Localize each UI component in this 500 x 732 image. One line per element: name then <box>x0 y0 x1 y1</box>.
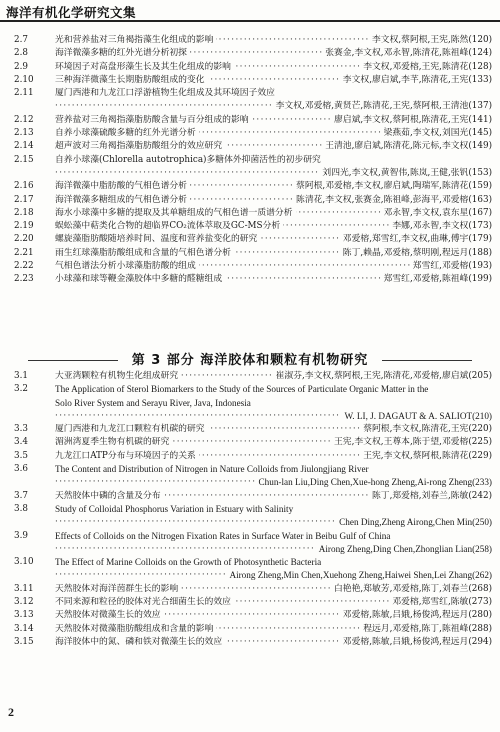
toc-entry-authors: 郑雪红,邓爱榕,陈祖峰(199) <box>381 273 492 286</box>
toc-entry-line <box>0 247 500 260</box>
header-rule <box>0 20 500 22</box>
toc-entry[interactable] <box>0 463 500 490</box>
toc-entry[interactable] <box>0 423 500 436</box>
part2-toc <box>0 34 500 287</box>
toc-entry-line <box>0 450 500 463</box>
toc-entry-authors: 郑雪红,邓爱榕(193) <box>410 260 492 273</box>
toc-entry-title: 九龙江口ATP分布与环境因子的关系 <box>55 450 199 463</box>
toc-entry-authors: 蔡阿根,邓爱榕,李文权,廖启斌,陶瑞军,陈清花(159) <box>293 180 492 193</box>
toc-entry[interactable] <box>0 450 500 463</box>
toc-entry[interactable] <box>0 233 500 246</box>
toc-entry[interactable] <box>0 87 500 114</box>
toc-entry[interactable] <box>0 180 500 193</box>
toc-entry-number: 3.6 <box>14 464 28 475</box>
toc-entry-line <box>0 623 500 636</box>
toc-entry-title: 厦门西港和九龙江口浮游植物生化组成及其环境因子效应 <box>55 88 275 99</box>
toc-entry-number: 3.8 <box>14 503 28 514</box>
toc-entry-authors: 廖启斌,李文权,蔡阿根,陈清花,王宪(141) <box>331 114 492 127</box>
toc-entry-line <box>0 423 500 436</box>
toc-entry-line <box>0 436 500 449</box>
toc-entry-number: 2.12 <box>14 114 34 125</box>
toc-entry-number: 2.11 <box>14 88 34 99</box>
toc-entry-title: Effects of Colloids on the Nitrogen Fixation Rates in Surface Water in Beibu Gulf of China <box>55 530 391 541</box>
toc-entry-line <box>0 273 500 286</box>
toc-entry[interactable] <box>0 220 500 233</box>
toc-entry-line <box>0 207 500 220</box>
page-number: 2 <box>8 705 14 719</box>
toc-entry-authors: Airong Zheng,Min Chen,Xuehong Zheng,Haiwei Shen,Lei Zhang(262) <box>226 569 492 582</box>
toc-entry-title: 海水小球藻中多糖的提取及其单糖组成的气相色谱一质谱分析 <box>55 207 296 220</box>
toc-entry-authors: Chen Ding,Zheng Airong,Chen Min(250) <box>336 516 492 529</box>
toc-entry-number: 3.5 <box>14 450 28 461</box>
toc-entry-line <box>0 503 500 516</box>
toc-entry-title: 海洋微藻中脂肪酸的气相色谱分析 <box>55 180 190 193</box>
toc-entry-number: 2.8 <box>14 48 28 59</box>
toc-entry[interactable] <box>0 194 500 207</box>
toc-entry[interactable] <box>0 383 500 423</box>
toc-entry-title: 海洋微藻多糖组成的气相色谱分析 <box>55 194 190 207</box>
toc-entry-line <box>0 194 500 207</box>
toc-entry-authors: Chun-lan Liu,Ding Chen,Xue-hong Zheng,Ai-rong Zheng(233) <box>256 476 492 489</box>
toc-entry[interactable] <box>0 556 500 583</box>
toc-entry[interactable] <box>0 596 500 609</box>
toc-entry-title: 海洋微藻多糖的红外光谱分析初探 <box>55 47 190 60</box>
toc-entry-title: The Application of Sterol Biomarkers to the Study of the Sources of Particulate Organic Matter in the <box>55 384 429 395</box>
toc-entry-title: 不同来源和粒径的胶体对光合细菌生长的效应 <box>55 596 234 609</box>
toc-entry-title: The Effect of Marine Colloids on the Growth of Photosynthetic Bacteria <box>55 557 322 568</box>
toc-entry-line <box>0 100 500 113</box>
toc-entry-authors: 陈丁,赖晶,邓爱榕,蔡明刚,程远月(188) <box>340 247 492 260</box>
toc-entry-authors: 蔡阿根,李文权,陈清花,王宪(220) <box>360 423 492 436</box>
toc-entry-line <box>0 260 500 273</box>
toc-entry-authors: 张赛金,李文权,邓永智,陈清花,陈祖峰(124) <box>322 47 492 60</box>
toc-entry-authors: Airong Zheng,Ding Chen,Zhonglian Lian(258) <box>316 543 492 556</box>
toc-entry-title-continued: Solo River System and Serayu River, Java, Indonesia <box>55 397 251 408</box>
toc-entry-number: 2.16 <box>14 181 34 192</box>
toc-entry-line <box>0 490 500 503</box>
toc-entry[interactable] <box>0 623 500 636</box>
toc-entry-number: 3.10 <box>14 557 34 568</box>
toc-entry-line <box>0 34 500 47</box>
toc-entry[interactable] <box>0 436 500 449</box>
toc-entry[interactable] <box>0 503 500 530</box>
toc-entry-number: 3.2 <box>14 384 28 395</box>
toc-entry-title: 厦门西港和九龙江口颗粒有机碳的研究 <box>55 423 208 436</box>
toc-entry[interactable] <box>0 583 500 596</box>
toc-entry-line <box>0 61 500 74</box>
toc-entry-line <box>0 397 500 410</box>
toc-entry-title: 蜈蚣藻中萜类化合物的超临界CO₂流体萃取及GC-MS分析 <box>55 220 283 233</box>
book-title: 海洋有机化学研究文集 <box>6 5 137 20</box>
toc-entry-line <box>0 609 500 622</box>
toc-entry-title: 自养小球藻(Chlorella autotrophica)多糖体外抑菌活性的初步研究 <box>55 154 321 165</box>
toc-entry-line <box>0 220 500 233</box>
toc-entry[interactable] <box>0 61 500 74</box>
toc-entry-title: 天然胶体中磷的含量及分布 <box>55 490 164 503</box>
toc-entry[interactable] <box>0 34 500 47</box>
toc-entry-title: 三种海洋微藻生长期脂肪酸组成的变化 <box>55 74 208 87</box>
part3-toc <box>0 370 500 649</box>
toc-entry-number: 2.10 <box>14 74 34 85</box>
toc-entry[interactable] <box>0 260 500 273</box>
toc-entry-number: 3.13 <box>14 610 34 621</box>
toc-entry[interactable] <box>0 154 500 181</box>
toc-entry-authors: 邓爱榕,陈敏,吕娥,杨俊鸿,程远月(294) <box>340 636 492 649</box>
toc-entry-number: 3.14 <box>14 623 34 634</box>
toc-entry-number: 2.13 <box>14 128 34 139</box>
toc-entry-title: 环境因子对高盘形藻生长及其生化组成的影响 <box>55 61 234 74</box>
toc-entry-title: 气相色谱法分析小球藻脂肪酸的组成 <box>55 260 199 273</box>
toc-entry-number: 3.4 <box>14 437 28 448</box>
toc-entry-title: 光和营养盐对三角褐指藻生化组成的影响 <box>55 34 216 47</box>
toc-entry[interactable] <box>0 47 500 60</box>
toc-entry-title: 大亚湾颗粒有机物生化组成研究 <box>55 370 181 383</box>
toc-entry-authors: 白艳艳,郑敏芳,邓爱榕,陈丁,刘春兰(268) <box>331 583 492 596</box>
toc-entry-authors: 梁燕茹,李文权,刘国光(145) <box>381 127 492 140</box>
toc-entry-line <box>0 140 500 153</box>
toc-entry-number: 2.7 <box>14 35 28 45</box>
toc-entry-number: 3.15 <box>14 636 34 647</box>
toc-entry-line <box>0 530 500 543</box>
toc-entry-line <box>0 569 500 582</box>
toc-entry-line <box>0 154 500 167</box>
toc-entry-title: 自养小球藻硫酸多糖的红外光谱分析 <box>55 127 199 140</box>
toc-entry-authors: 李娜,邓永智,李文权(173) <box>389 220 492 233</box>
toc-entry-title: 湄洲湾夏季生物有机碳的研究 <box>55 436 172 449</box>
toc-entry-number: 2.9 <box>14 61 28 72</box>
toc-entry-title: 天然胶体对海洋茵群生长的影响 <box>55 583 181 596</box>
toc-entry-authors: 陈丁,郑爱榕,刘春兰,陈敏(242) <box>369 490 492 503</box>
toc-entry[interactable] <box>0 207 500 220</box>
toc-entry-line <box>0 636 500 649</box>
toc-entry-line <box>0 180 500 193</box>
toc-entry-number: 2.21 <box>14 247 34 258</box>
part3-heading-text: 第 3 部分 海洋胶体和颗粒有机物研究 <box>131 353 369 368</box>
toc-entry[interactable] <box>0 114 500 127</box>
toc-entry-line <box>0 410 500 423</box>
toc-entry-line <box>0 74 500 87</box>
toc-entry-number: 2.14 <box>14 141 34 152</box>
toc-entry-title: 螺旋藻脂肪酸随培养时间、温度和营养盐变化的研究 <box>55 233 260 246</box>
toc-entry-authors: 邓爱榕,郑雪红,陈敏(273) <box>389 596 492 609</box>
toc-entry-line <box>0 167 500 180</box>
toc-entry-title: 天然胶体对微藻生长的效应 <box>55 609 164 622</box>
toc-entry-title: 雨生红球藻脂肪酸组成和含量的气相色谱分析 <box>55 247 234 260</box>
toc-entry-line <box>0 556 500 569</box>
toc-entry-line <box>0 476 500 489</box>
toc-entry-number: 2.19 <box>14 221 34 232</box>
toc-entry-number: 2.22 <box>14 261 34 272</box>
toc-entry-line <box>0 114 500 127</box>
toc-entry-authors: 邓爱榕,陈敏,吕娥,杨俊鸿,程远月(280) <box>340 609 492 622</box>
toc-entry-authors: 李文权,邓爱榕,黄贤芒,陈清花,王宪,蔡阿根,王清池(137) <box>273 100 492 113</box>
toc-entry[interactable] <box>0 127 500 140</box>
toc-entry-title: 营养盐对三角褐指藻脂肪酸含量与百分组成的影响 <box>55 114 252 127</box>
toc-entry-authors: 刘四光,李文权,黄智伟,陈岚,王健,张钒(153) <box>319 167 492 180</box>
toc-entry-number: 3.3 <box>14 424 28 435</box>
toc-entry-line <box>0 516 500 529</box>
toc-entry[interactable] <box>0 74 500 87</box>
toc-entry[interactable] <box>0 140 500 153</box>
toc-entry-number: 3.11 <box>14 583 34 594</box>
toc-entry-number: 3.7 <box>14 490 28 501</box>
toc-entry[interactable] <box>0 609 500 622</box>
toc-entry[interactable] <box>0 247 500 260</box>
toc-entry-authors: 崔淑芬,李文权,蔡阿根,王宪,陈清花,邓爱榕,廖启斌(205) <box>273 370 492 383</box>
toc-entry-title: 超声波对三角褐指藻脂肪酸组分的效应研究 <box>55 140 225 153</box>
toc-entry-number: 2.17 <box>14 194 34 205</box>
toc-entry-line <box>0 370 500 383</box>
toc-entry-number: 3.12 <box>14 597 34 608</box>
toc-entry-authors: 李文权,蔡阿根,王宪,陈然(120) <box>369 34 492 47</box>
toc-entry-number: 2.20 <box>14 234 34 245</box>
toc-entry-line <box>0 383 500 396</box>
toc-entry-title: Study of Colloidal Phosphorus Variation in Estuary with Salinity <box>55 503 294 514</box>
toc-entry-line <box>0 233 500 246</box>
toc-entry-number: 3.1 <box>14 371 28 381</box>
toc-entry-line <box>0 583 500 596</box>
toc-entry-title: 天然胶体对微藻脂肪酸组成和含量的影响 <box>55 623 216 636</box>
toc-entry-line <box>0 543 500 556</box>
toc-entry[interactable] <box>0 490 500 503</box>
toc-entry[interactable] <box>0 273 500 286</box>
toc-entry[interactable] <box>0 370 500 383</box>
toc-entry-line <box>0 127 500 140</box>
toc-entry-authors: 陈清花,李文权,张赛金,陈祖峰,彭海平,邓爱榕(163) <box>293 194 492 207</box>
toc-entry-title: 海洋胶体中的氮、磷和铁对微藻生长的效应 <box>55 636 225 649</box>
toc-entry-number: 2.18 <box>14 207 34 218</box>
toc-entry-authors: 王宪,李文权,蔡阿根,陈清花(229) <box>360 450 492 463</box>
toc-entry-line <box>0 87 500 100</box>
toc-entry-authors: 程远月,邓爱榕,陈丁,陈祖峰(288) <box>360 623 492 636</box>
running-header <box>0 0 500 22</box>
toc-entry[interactable] <box>0 530 500 557</box>
toc-entry-authors: 邓爱榕,郑雪红,李文权,曲琳,傅宇(179) <box>340 233 492 246</box>
toc-entry-number: 3.9 <box>14 530 28 541</box>
toc-entry-authors: 王清池,廖启斌,陈清花,陈元标,李文权(149) <box>322 140 492 153</box>
toc-entry-line <box>0 463 500 476</box>
toc-entry-authors: 王宪,李文权,王尊本,陈于望,邓爱榕(225) <box>331 436 492 449</box>
toc-entry-authors: 李文权,廖启斌,李芊,陈清花,王宪(133) <box>340 74 492 87</box>
part3-heading <box>0 349 500 369</box>
toc-entry-title: The Content and Distribution of Nitrogen in Nature Colloids from Jiulongjiang River <box>55 464 369 475</box>
toc-entry-line <box>0 47 500 60</box>
toc-entry-number: 2.15 <box>14 154 34 165</box>
toc-entry-authors: 李文权,邓爱榕,王宪,陈清花(128) <box>360 61 492 74</box>
toc-entry-authors: 邓永智,李文权,袁东星(167) <box>381 207 492 220</box>
toc-entry[interactable] <box>0 636 500 649</box>
toc-entry-line <box>0 596 500 609</box>
part-heading-rule-right <box>382 360 472 361</box>
toc-entry-number: 2.23 <box>14 274 34 285</box>
toc-entry-title: 小球藻和球等鞭金藻胶体中多糖的醛糖组成 <box>55 273 225 286</box>
toc-entry-authors: W. LI, J. DAGAUT & A. SALIOT(210) <box>341 410 492 423</box>
